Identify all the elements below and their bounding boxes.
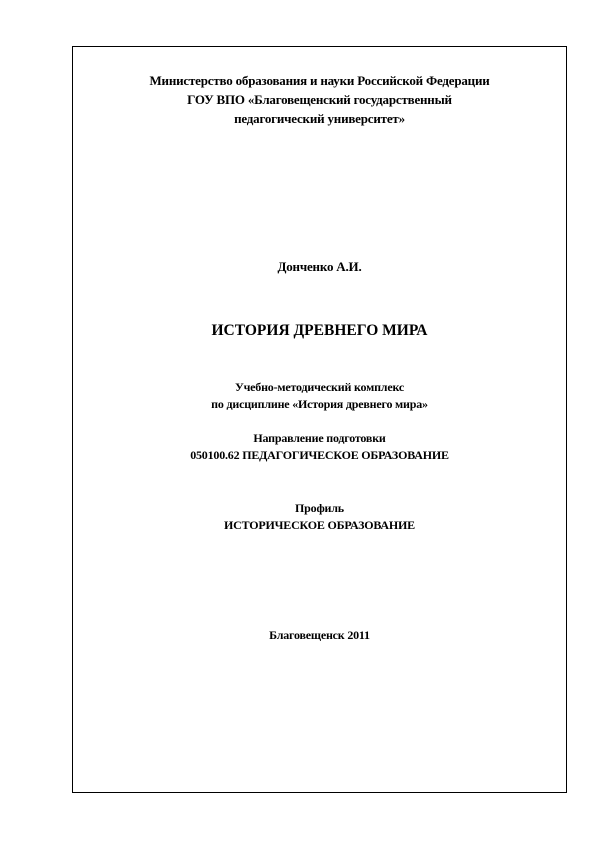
university-line-1: ГОУ ВПО «Благовещенский государственный	[187, 92, 452, 107]
ministry-line: Министерство образования и науки Российской Федерации	[149, 73, 490, 88]
profile-label: Профиль	[295, 501, 344, 515]
university-line-2: педагогический университет»	[234, 111, 405, 126]
complex-line-2: по дисциплине «История древнего мира»	[211, 397, 428, 411]
page-border	[72, 46, 567, 793]
profile-value: ИСТОРИЧЕСКОЕ ОБРАЗОВАНИЕ	[224, 518, 415, 532]
place-and-year: Благовещенск 2011	[269, 628, 370, 642]
author-name: Донченко А.И.	[277, 259, 362, 274]
direction-label: Направление подготовки	[253, 431, 386, 445]
direction-value: 050100.62 ПЕДАГОГИЧЕСКОЕ ОБРАЗОВАНИЕ	[190, 448, 449, 462]
complex-line-1: Учебно-методический комплекс	[234, 380, 404, 394]
document-title: ИСТОРИЯ ДРЕВНЕГО МИРА	[211, 322, 428, 339]
